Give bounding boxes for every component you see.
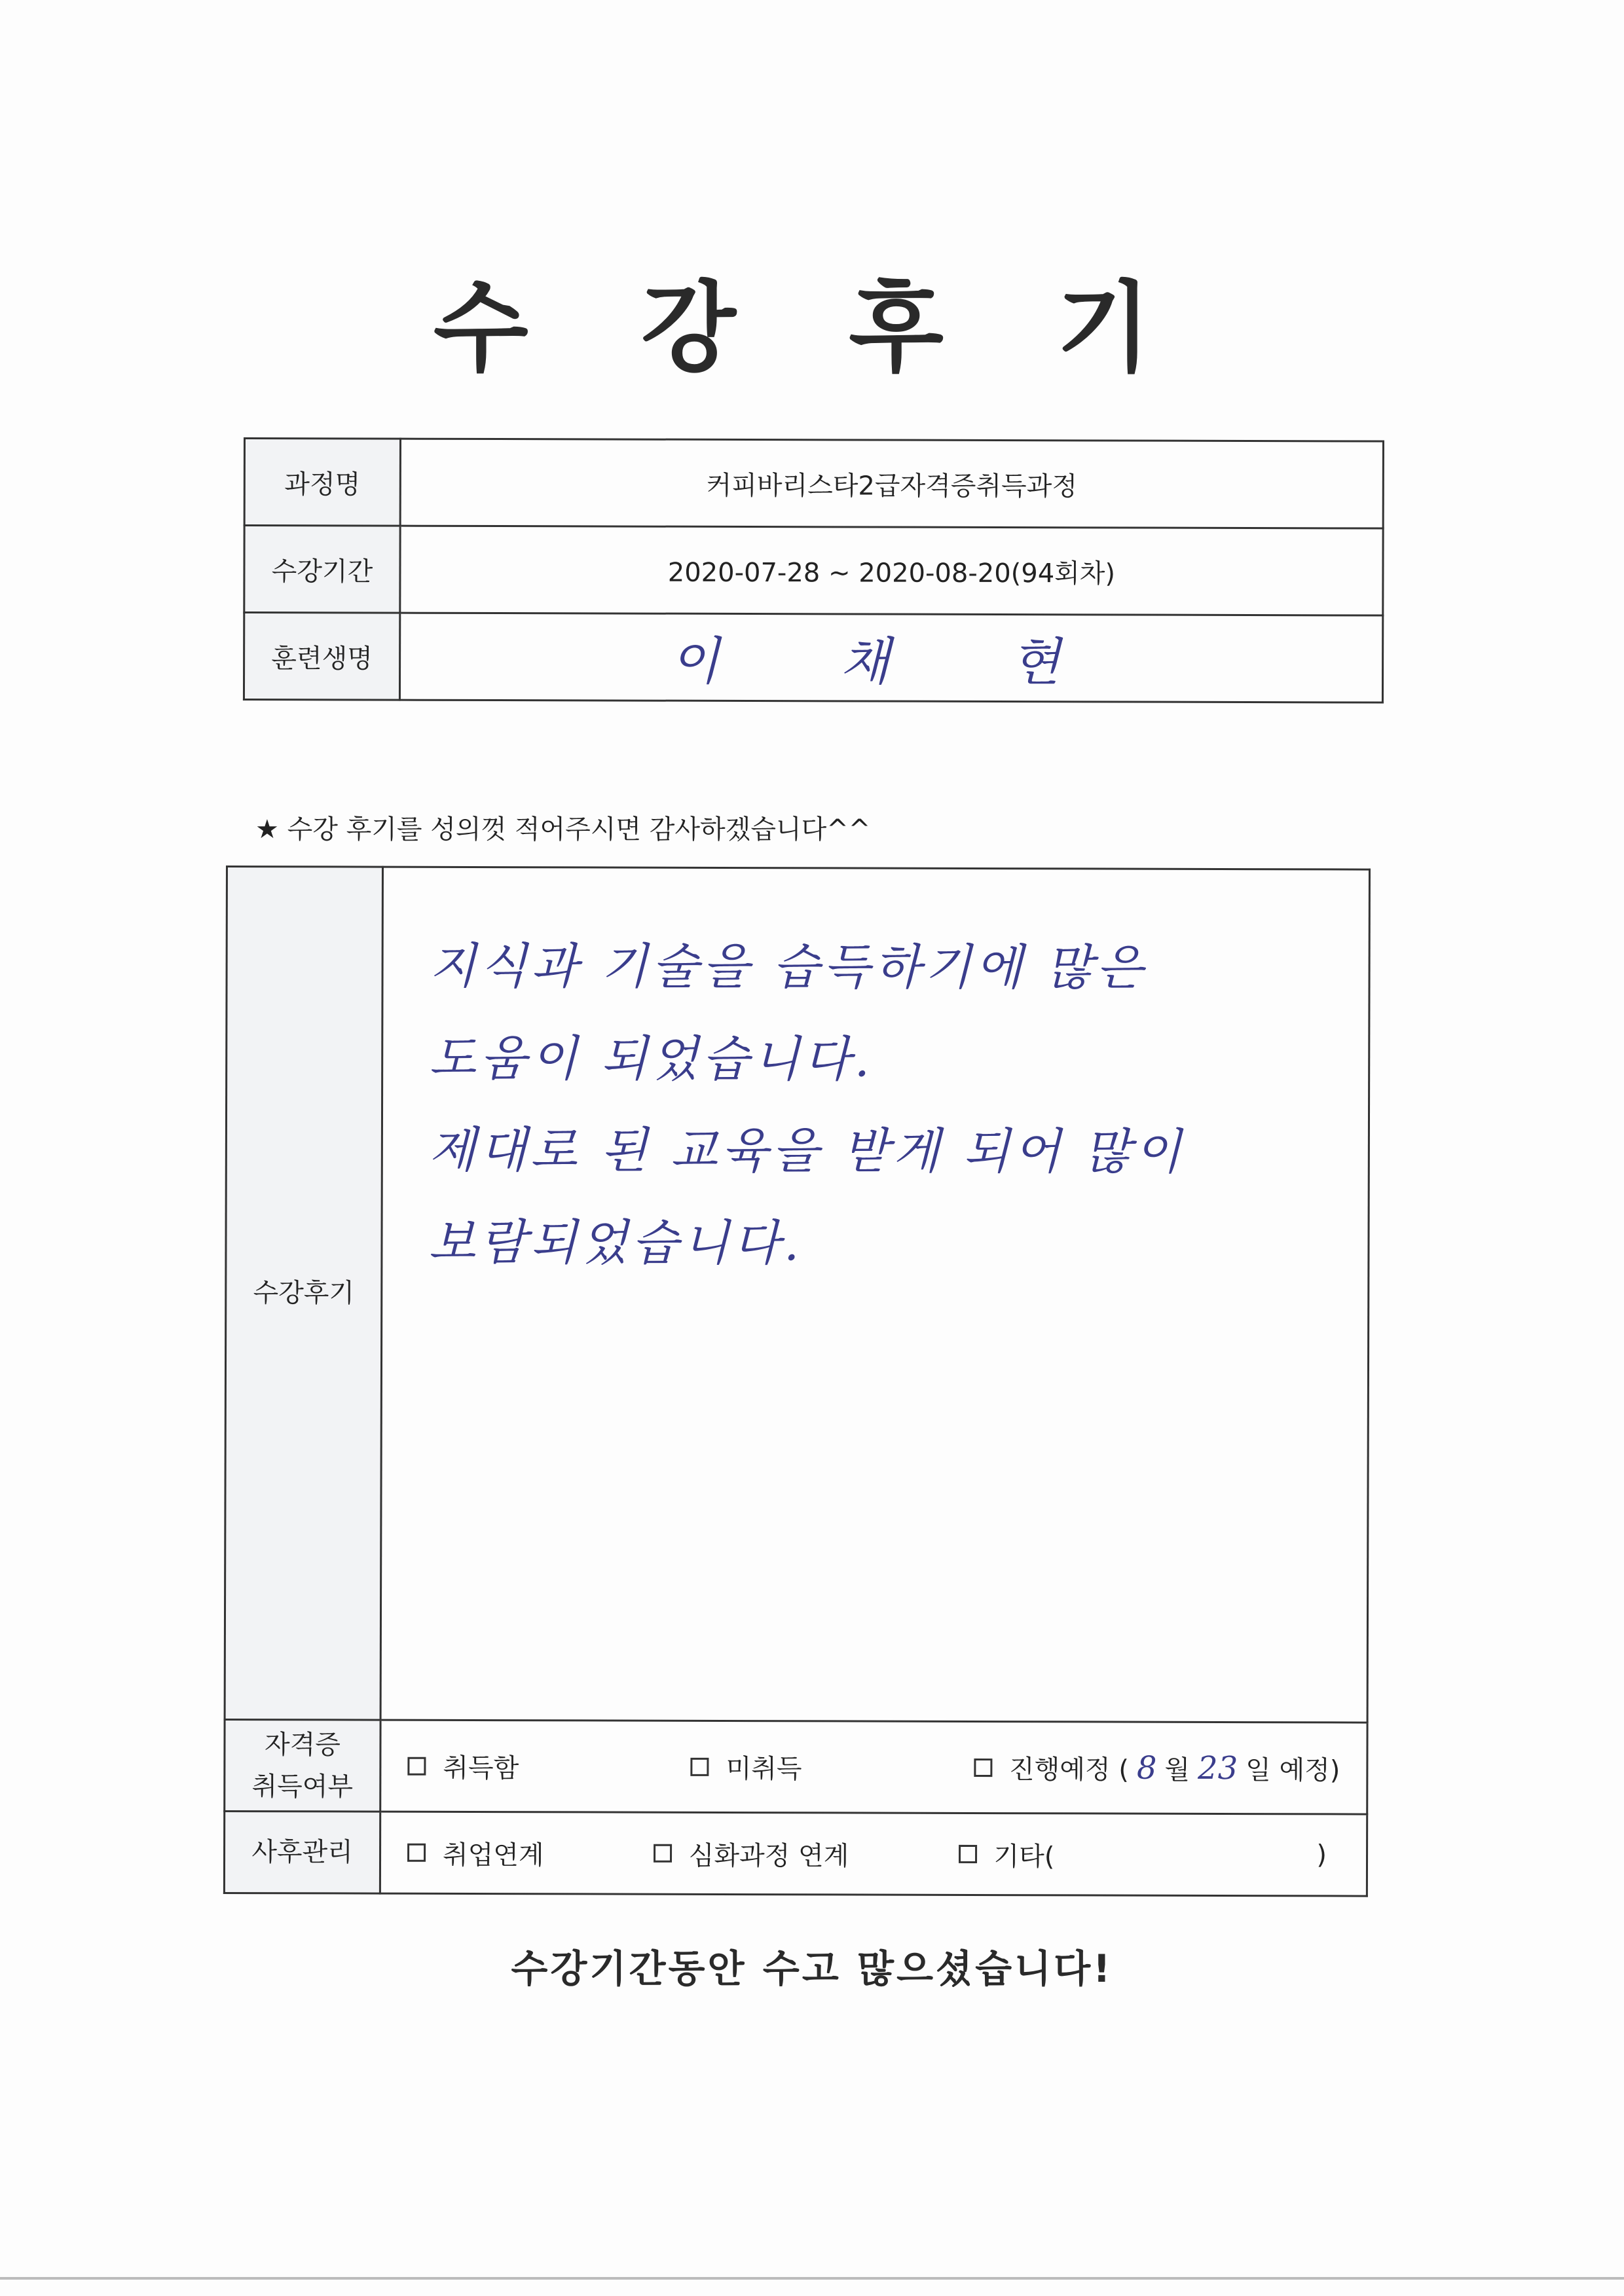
- cert-option-acquired[interactable]: [407, 1747, 519, 1785]
- course-label: 과정명: [244, 439, 400, 526]
- checkbox-icon[interactable]: [974, 1758, 992, 1776]
- checkbox-icon[interactable]: [407, 1757, 426, 1775]
- aftercare-other-blank[interactable]: [1054, 1854, 1316, 1855]
- checkbox-icon[interactable]: [959, 1845, 977, 1863]
- trainee-handwritten-name: 이 채 현: [670, 632, 1113, 693]
- review-label: 수강후기: [225, 867, 382, 1721]
- page-title: 수 강 후 기: [433, 272, 1191, 386]
- trainee-row: [244, 613, 1382, 703]
- cert-options: [381, 1747, 1366, 1787]
- cert-row: [225, 1719, 1367, 1814]
- aftercare-option-advanced-label: 심화과정 연계: [688, 1840, 849, 1871]
- aftercare-options: [381, 1834, 1366, 1874]
- period-row: [244, 526, 1383, 616]
- trainee-value-cell: [399, 613, 1382, 702]
- cert-label: [225, 1719, 380, 1812]
- aftercare-row: [224, 1811, 1367, 1896]
- cert-label-line1: 자격증: [264, 1729, 341, 1760]
- cert-month-handwritten: 8: [1136, 1749, 1157, 1787]
- review-table: [223, 866, 1371, 1897]
- aftercare-label: 사후관리: [224, 1811, 380, 1893]
- checkbox-icon[interactable]: [654, 1844, 672, 1863]
- cert-option-scheduled-suffix: 일 예정): [1246, 1755, 1340, 1786]
- period-value: 2020-07-28 ~ 2020-08-20(94회차): [400, 526, 1383, 615]
- aftercare-option-job[interactable]: [407, 1834, 544, 1872]
- cert-option-scheduled-prefix: 진행예정 (: [1008, 1755, 1129, 1785]
- aftercare-option-job-label: 취업연계: [442, 1840, 544, 1870]
- cert-option-not-acquired[interactable]: [691, 1748, 802, 1785]
- closing-message: 수강기간동안 수고 많으셨습니다!: [511, 1946, 1113, 1991]
- cert-month-label: 월: [1164, 1755, 1190, 1785]
- aftercare-options-cell: [380, 1812, 1367, 1896]
- cert-option-scheduled[interactable]: [974, 1749, 1340, 1787]
- checkbox-icon[interactable]: [691, 1757, 709, 1776]
- cert-option-not-acquired-label: 미취득: [726, 1754, 802, 1785]
- review-row: [225, 867, 1369, 1723]
- aftercare-option-other-prefix: 기타(: [993, 1841, 1055, 1872]
- aftercare-option-other[interactable]: [958, 1835, 1327, 1873]
- period-label: 수강기간: [244, 526, 400, 613]
- aftercare-option-advanced[interactable]: [654, 1834, 849, 1872]
- scan-edge-divider: [0, 2277, 1624, 2280]
- course-info-table: [243, 437, 1384, 704]
- course-value: 커피바리스타2급자격증취득과정: [400, 439, 1383, 528]
- checkbox-icon[interactable]: [407, 1844, 426, 1862]
- cert-day-handwritten: 23: [1197, 1749, 1238, 1787]
- trainee-label: 훈련생명: [244, 613, 399, 701]
- review-handwritten-text: 지식과 기술을 습득하기에 많은 도움이 되었습니다. 제대로 된 교육을 받게 되어 많이 보람되었습니다.: [428, 938, 1185, 1272]
- aftercare-option-other-suffix: ): [1316, 1840, 1327, 1870]
- review-body: [380, 867, 1369, 1722]
- instruction-note: ★ 수강 후기를 성의껏 적어주시면 감사하겠습니다^^: [255, 814, 871, 845]
- course-row: [244, 439, 1383, 529]
- cert-options-cell: [380, 1720, 1367, 1814]
- cert-option-acquired-label: 취득함: [443, 1753, 519, 1784]
- cert-label-line2: 취득여부: [251, 1771, 354, 1802]
